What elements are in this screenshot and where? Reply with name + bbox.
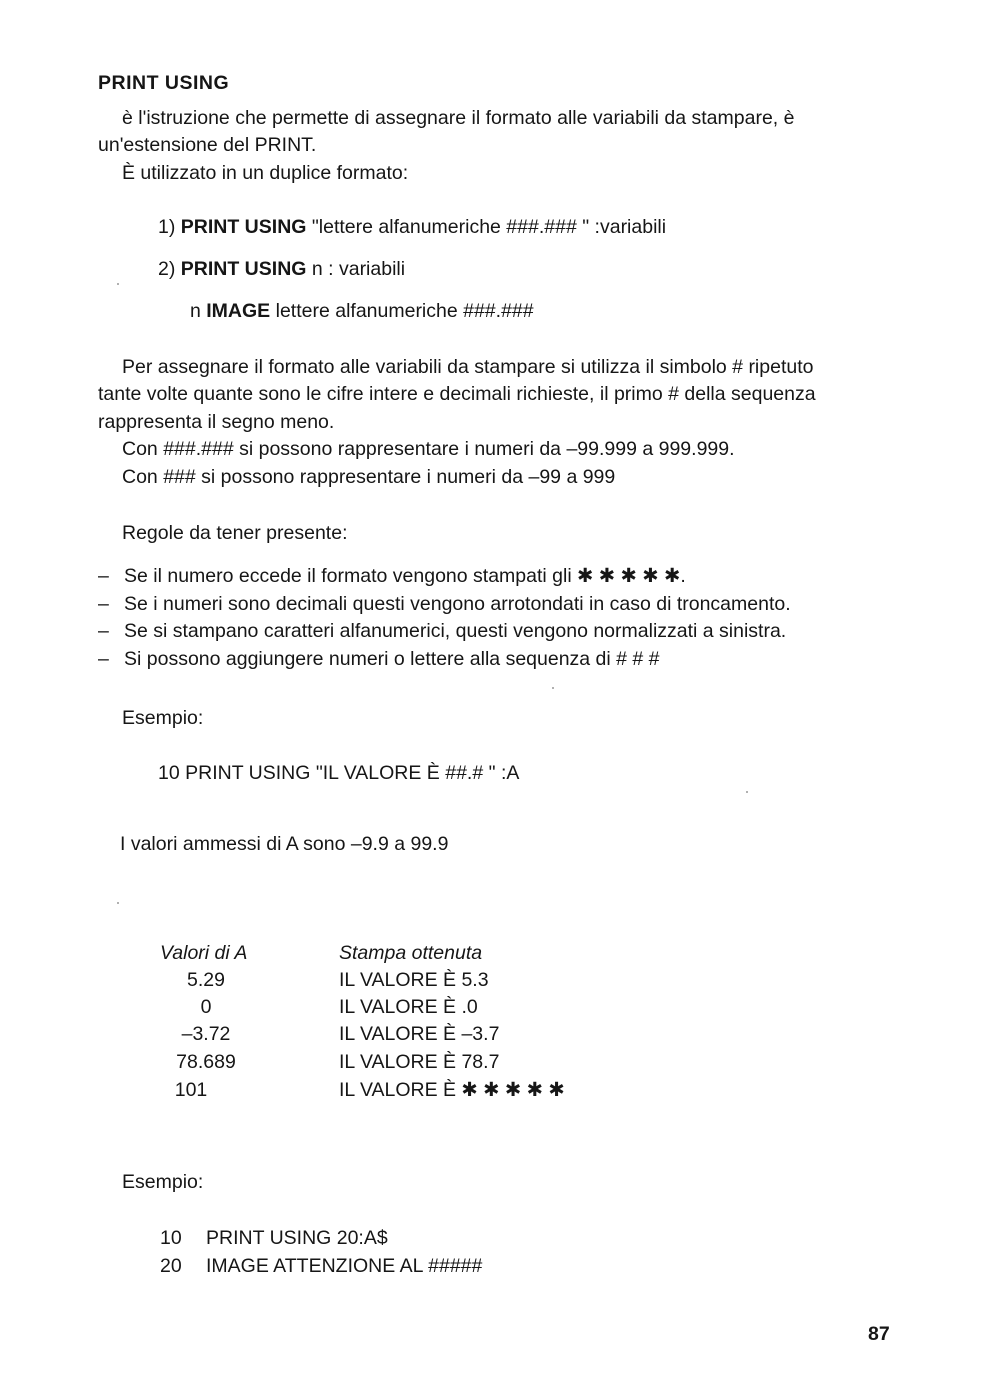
format-2-text: n : variabili — [306, 258, 406, 280]
rule-dash: – — [98, 593, 109, 615]
format-2-image-text: lettere alfanumeriche ###.### — [270, 300, 534, 322]
scan-speck — [552, 687, 554, 689]
example-2-line-code: PRINT USING 20:A$ — [206, 1227, 388, 1249]
rules-title: Regole da tener presente: — [122, 522, 348, 544]
format-1-keyword: PRINT USING — [180, 216, 307, 238]
scan-speck — [117, 902, 119, 904]
explanation-line-2: tante volte quante sono le cifre intere e decimali richieste, il primo # della sequenza — [98, 383, 816, 405]
table-output: IL VALORE È –3.7 — [339, 1023, 500, 1045]
format-2-image — [190, 299, 534, 323]
intro-line-2: un'estensione del PRINT. — [98, 134, 317, 156]
table-value: 0 — [200, 996, 212, 1018]
explanation-line-3: rappresenta il segno meno. — [98, 411, 335, 433]
format-2-keyword: PRINT USING — [180, 258, 307, 280]
page-number: 87 — [868, 1323, 890, 1345]
rule-dash: – — [98, 648, 109, 670]
intro-line-3: È utilizzato in un duplice formato: — [122, 162, 409, 184]
intro-line-1: è l'istruzione che permette di assegnare il formato alle variabili da stampare, è — [122, 107, 795, 129]
table-value: 5.29 — [187, 969, 225, 991]
example-1-label: Esempio: — [122, 707, 204, 729]
scan-speck — [117, 283, 119, 285]
format-2-number: 2) — [158, 258, 181, 280]
scan-speck — [746, 791, 748, 793]
format-1-text: "lettere alfanumeriche ###.### " :variabili — [306, 216, 667, 238]
explanation-line-5: Con ### si possono rappresentare i numeri da –99 a 999 — [122, 466, 616, 488]
table-output: IL VALORE È 78.7 — [339, 1051, 500, 1073]
example-1-note: I valori ammessi di A sono –9.9 a 99.9 — [120, 833, 449, 855]
table-value: 78.689 — [176, 1051, 236, 1073]
example-1-code: 10 PRINT USING "IL VALORE È ##.# " :A — [158, 762, 520, 784]
rule-dash: – — [98, 565, 109, 587]
format-2-image-keyword: IMAGE — [206, 300, 271, 322]
rule-item-3: Se si stampano caratteri alfanumerici, questi vengono normalizzati a sinistra. — [124, 620, 787, 642]
table-header-values: Valori di A — [160, 942, 248, 964]
format-1-number: 1) — [158, 216, 181, 238]
format-2 — [158, 257, 405, 281]
table-header-output: Stampa ottenuta — [339, 942, 483, 964]
example-2-line-code: IMAGE ATTENZIONE AL ##### — [206, 1255, 483, 1277]
section-heading: PRINT USING — [98, 72, 230, 94]
format-1 — [158, 215, 666, 239]
explanation-line-4: Con ###.### si possono rappresentare i numeri da –99.999 a 999.999. — [122, 438, 735, 460]
rule-item-1: Se il numero eccede il formato vengono stampati gli ✱ ✱ ✱ ✱ ✱. — [124, 565, 686, 587]
explanation-line-1: Per assegnare il formato alle variabili da stampare si utilizza il simbolo # ripetuto — [122, 356, 814, 378]
example-2-line-number: 20 — [160, 1255, 182, 1277]
rule-dash: – — [98, 620, 109, 642]
table-value: 101 — [174, 1079, 208, 1101]
example-2-label: Esempio: — [122, 1171, 204, 1193]
rule-item-2: Se i numeri sono decimali questi vengono arrotondati in caso di troncamento. — [124, 593, 791, 615]
table-output: IL VALORE È 5.3 — [339, 969, 489, 991]
table-output: IL VALORE È .0 — [339, 996, 478, 1018]
table-value: –3.72 — [181, 1023, 231, 1045]
format-2-image-prefix: n — [190, 300, 207, 322]
table-output: IL VALORE È ✱ ✱ ✱ ✱ ✱ — [339, 1079, 565, 1101]
rule-item-4: Si possono aggiungere numeri o lettere alla sequenza di # # # — [124, 648, 660, 670]
example-2-line-number: 10 — [160, 1227, 182, 1249]
